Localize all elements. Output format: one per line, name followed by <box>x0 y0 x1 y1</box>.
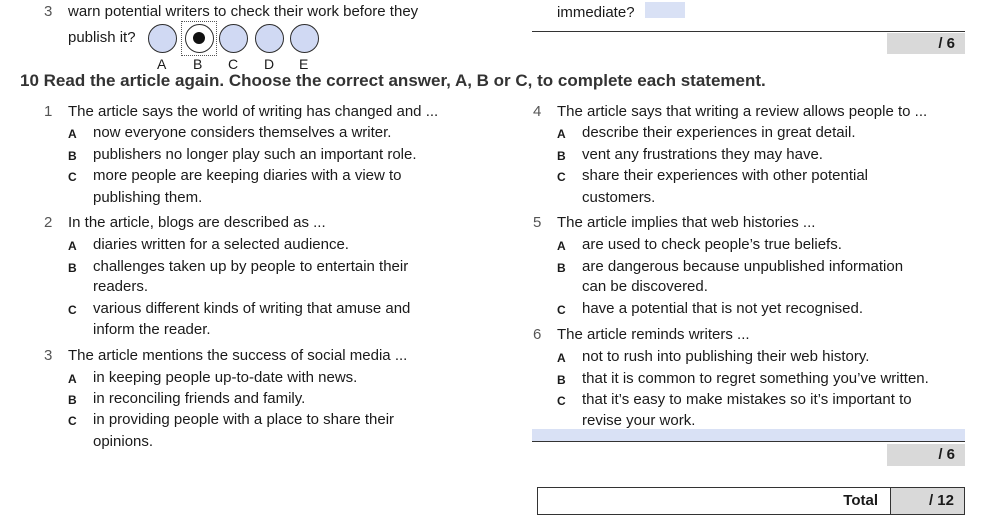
option-text[interactable]: vent any frustrations they may have. <box>582 146 823 163</box>
radio-label-c: C <box>228 56 239 72</box>
prev-answer-line <box>532 31 965 32</box>
question-number: 4 <box>533 103 542 120</box>
option-text[interactable]: various different kinds of writing that amuse and <box>93 300 411 317</box>
option-text[interactable]: that it is common to regret something you’ve written. <box>582 370 929 387</box>
radio-option-c[interactable] <box>219 24 248 53</box>
prev-right-question-text: immediate? <box>557 4 635 21</box>
radio-option-d[interactable] <box>255 24 284 53</box>
option-letter: B <box>68 261 77 275</box>
option-text[interactable]: publishers no longer play such an important role. <box>93 146 417 163</box>
question-stem: The article mentions the success of social media ... <box>68 347 408 364</box>
option-letter: A <box>557 351 566 365</box>
prev-score-value: / 6 <box>938 35 955 52</box>
option-text[interactable]: not to rush into publishing their web history. <box>582 348 870 365</box>
radio-label-b: B <box>193 56 203 72</box>
option-letter: A <box>68 127 77 141</box>
radio-label-e: E <box>299 56 309 72</box>
question-number: 6 <box>533 326 542 343</box>
question-number: 5 <box>533 214 542 231</box>
option-letter: B <box>557 261 566 275</box>
prev-question-text-line1: warn potential writers to check their work before they <box>68 3 419 20</box>
prev-question-text-line2: publish it? <box>68 29 136 46</box>
total-score-box <box>890 488 964 514</box>
option-text[interactable]: challenges taken up by people to entertain their <box>93 258 409 275</box>
option-text[interactable]: describe their experiences in great detail. <box>582 124 856 141</box>
option-text[interactable]: diaries written for a selected audience. <box>93 236 349 253</box>
option-letter: C <box>557 303 566 317</box>
question-stem: In the article, blogs are described as ... <box>68 214 326 231</box>
prev-answer-field[interactable] <box>645 2 685 18</box>
option-text-continued: readers. <box>93 278 149 295</box>
section-heading <box>20 71 766 91</box>
radio-option-a[interactable] <box>148 24 177 53</box>
answer-line <box>532 441 965 442</box>
radio-label-d: D <box>264 56 275 72</box>
option-letter: C <box>557 170 566 184</box>
option-text-continued: can be discovered. <box>582 278 708 295</box>
option-text[interactable]: now everyone considers themselves a writer. <box>93 124 392 141</box>
option-text-continued: customers. <box>582 189 656 206</box>
prev-score-box <box>887 33 965 54</box>
option-text[interactable]: have a potential that is not yet recognised. <box>582 300 864 317</box>
option-text[interactable]: in reconciling friends and family. <box>93 390 306 407</box>
total-box <box>537 487 965 515</box>
radio-option-e[interactable] <box>290 24 319 53</box>
option-text[interactable]: in keeping people up-to-date with news. <box>93 369 358 386</box>
answer-field[interactable] <box>532 429 965 441</box>
total-label: Total <box>843 492 878 509</box>
prev-question-number: 3 <box>44 3 53 20</box>
section-instruction: Read the article again. Choose the correct answer, A, B or C, to complete each statement. <box>43 71 766 90</box>
score-value: / 6 <box>938 446 955 463</box>
option-text-continued: revise your work. <box>582 412 696 429</box>
option-letter: B <box>68 393 77 407</box>
option-text[interactable]: are dangerous because unpublished information <box>582 258 904 275</box>
option-text[interactable]: share their experiences with other potential <box>582 167 868 184</box>
option-letter: A <box>68 239 77 253</box>
option-text[interactable]: more people are keeping diaries with a view to <box>93 167 402 184</box>
score-box <box>887 444 965 466</box>
option-letter: B <box>68 149 77 163</box>
option-text-continued: opinions. <box>93 433 154 450</box>
option-letter: C <box>68 170 77 184</box>
option-letter: A <box>68 372 77 386</box>
radio-label-a: A <box>157 56 167 72</box>
question-stem: The article says that writing a review allows people to ... <box>557 103 928 120</box>
question-stem: The article implies that web histories ... <box>557 214 816 231</box>
option-text-continued: inform the reader. <box>93 321 211 338</box>
option-letter: B <box>557 149 566 163</box>
option-letter: C <box>68 303 77 317</box>
option-text-continued: publishing them. <box>93 189 203 206</box>
option-letter: C <box>68 414 77 428</box>
option-letter: B <box>557 373 566 387</box>
focus-outline <box>181 21 217 56</box>
option-letter: C <box>557 394 566 408</box>
total-score-value: / 12 <box>928 492 954 509</box>
question-number: 3 <box>44 347 53 364</box>
question-stem: The article says the world of writing has changed and ... <box>68 103 439 120</box>
question-number: 1 <box>44 103 53 120</box>
section-number: 10 <box>20 71 39 90</box>
question-number: 2 <box>44 214 53 231</box>
option-text[interactable]: in providing people with a place to share their <box>93 411 395 428</box>
option-letter: A <box>557 239 566 253</box>
option-letter: A <box>557 127 566 141</box>
option-text[interactable]: are used to check people’s true beliefs. <box>582 236 842 253</box>
option-text[interactable]: that it’s easy to make mistakes so it’s important to <box>582 391 912 408</box>
question-stem: The article reminds writers ... <box>557 326 750 343</box>
